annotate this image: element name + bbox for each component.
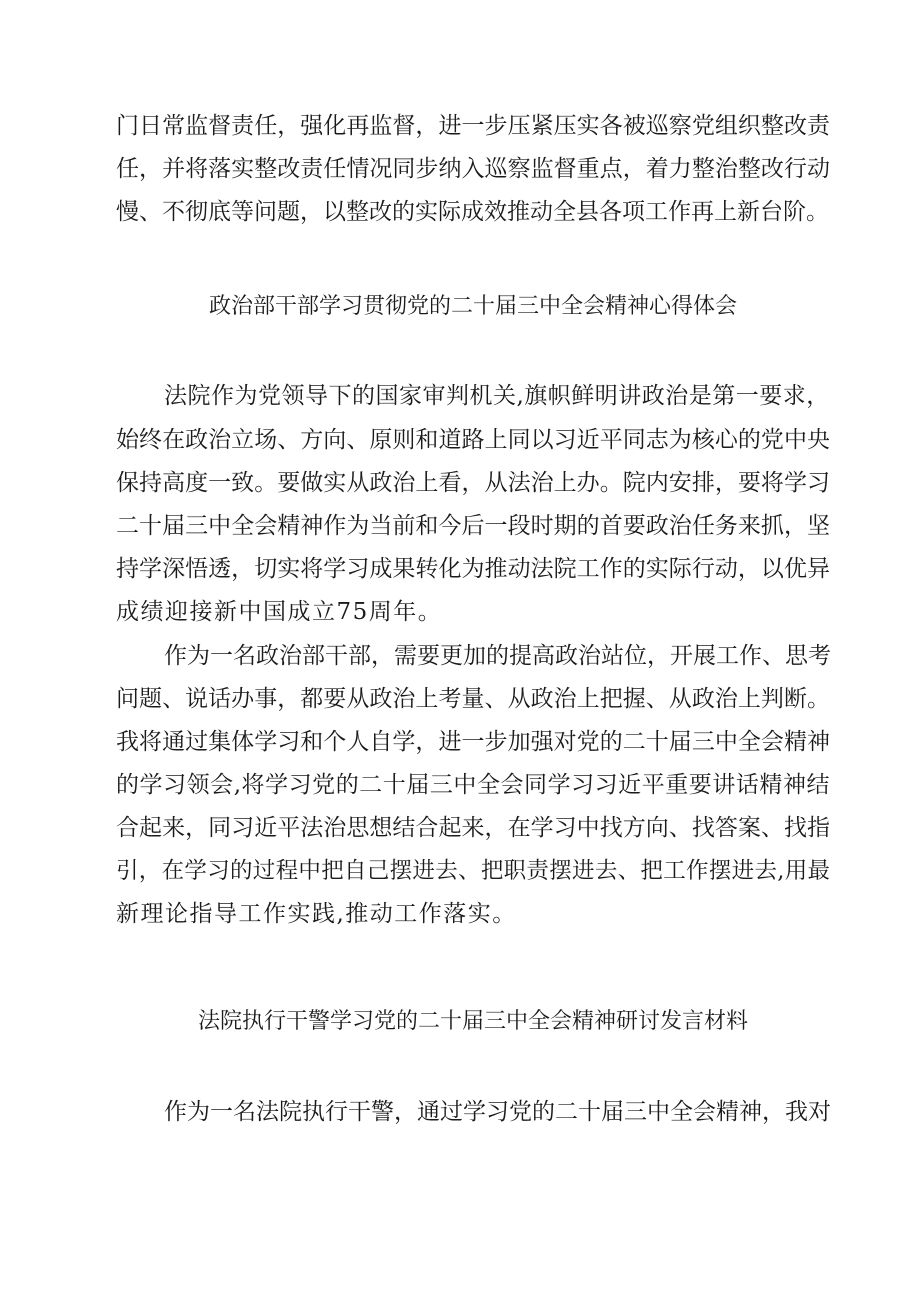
section-2-para-1-line-1: 作为一名法院执行干警，通过学习党的二十届三中全会精神，我对 — [164, 1099, 831, 1125]
section-1-para-2-line-5: 合起来，同习近平法治思想结合起来，在学习中找方向、找答案、找指 — [116, 815, 830, 841]
section-1-para-1-line-3: 保持高度一致。要做实从政治上看，从法治上办。院内安排，要将学习 — [116, 470, 830, 496]
section-1-para-1-line-4: 二十届三中全会精神作为当前和今后一段时期的首要政治任务来抓，坚 — [116, 513, 830, 539]
section-1-para-1-line-1: 法院作为党领导下的国家审判机关,旗帜鲜明讲政治是第一要求， — [164, 383, 830, 409]
section-1-para-1-line-5: 持学深悟透，切实将学习成果转化为推动法院工作的实际行动，以优异 — [116, 556, 830, 582]
section-1-para-1-line-6: 成绩迎接新中国成立75周年。 — [116, 599, 443, 625]
section-1-para-2-line-3: 我将通过集体学习和个人自学，进一步加强对党的二十届三中全会精神 — [116, 729, 830, 755]
section-1-para-2-line-1: 作为一名政治部干部，需要更加的提高政治站位，开展工作、思考 — [164, 643, 831, 669]
intro-line-3: 慢、不彻底等问题，以整改的实际成效推动全县各项工作再上新台阶。 — [116, 199, 829, 225]
section-1-para-2-line-2: 问题、说话办事，都要从政治上考量、从政治上把握、从政治上判断。 — [116, 686, 830, 712]
section-1-para-2-line-6: 引，在学习的过程中把自己摆进去、把职责摆进去、把工作摆进去,用最 — [116, 858, 830, 884]
section-1-title: 政治部干部学习贯彻党的二十届三中全会精神心得体会 — [208, 294, 737, 319]
section-1-para-2-line-7: 新理论指导工作实践,推动工作落实。 — [116, 901, 517, 927]
intro-line-1: 门日常监督责任，强化再监督，进一步压紧压实各被巡察党组织整改责 — [116, 113, 830, 139]
section-2-title: 法院执行干警学习党的二十届三中全会精神研讨发言材料 — [197, 1009, 748, 1034]
intro-line-2: 任，并将落实整改责任情况同步纳入巡察监督重点，着力整治整改行动 — [116, 156, 830, 182]
section-1-para-2-line-4: 的学习领会,将学习党的二十届三中全会同学习习近平重要讲话精神结 — [116, 772, 830, 798]
section-1-para-1-line-2: 始终在政治立场、方向、原则和道路上同以习近平同志为核心的党中央 — [116, 427, 830, 453]
